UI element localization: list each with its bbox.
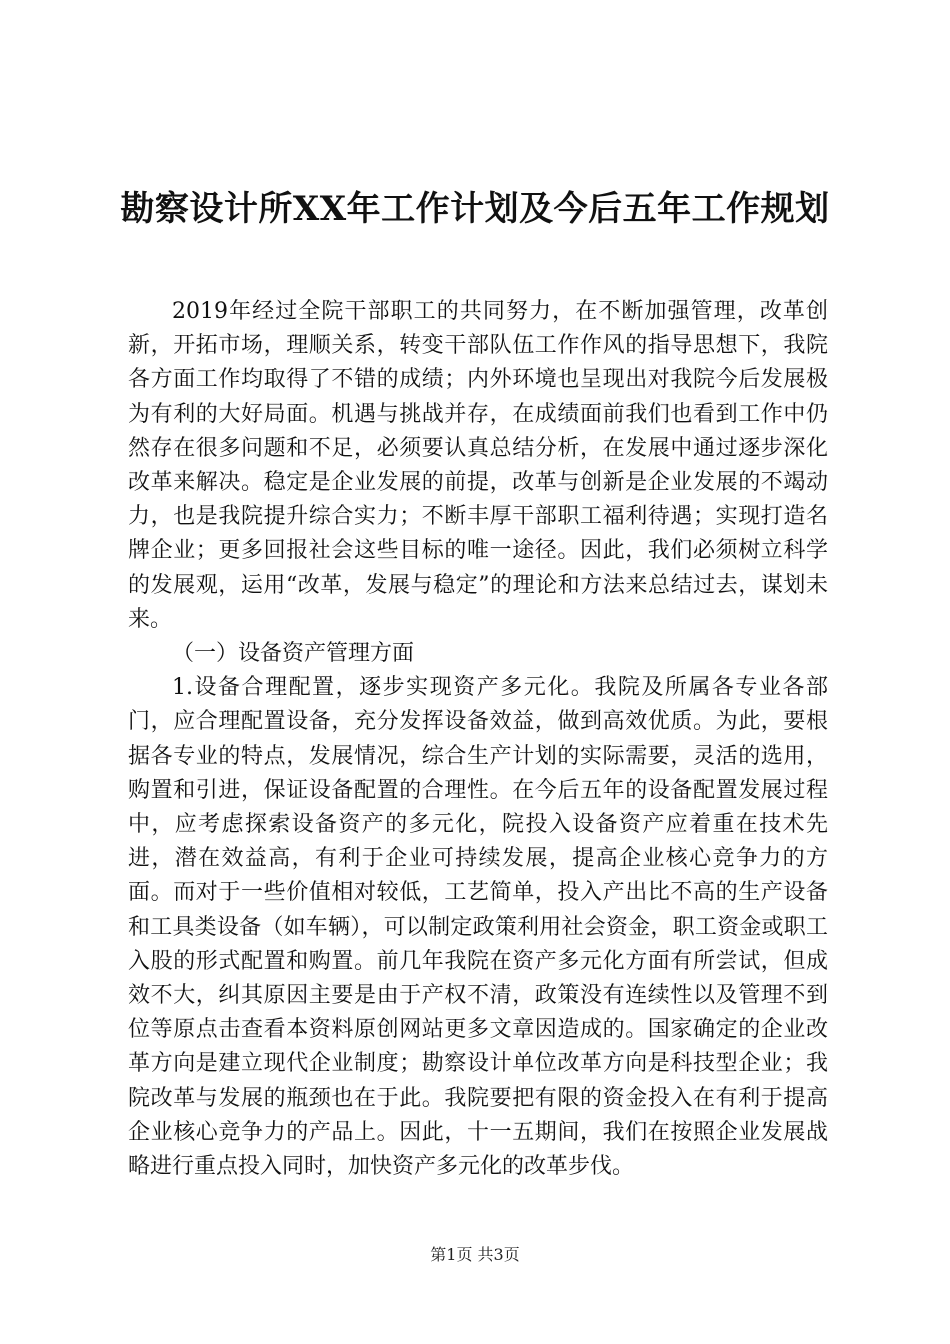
- document-body: [128, 295, 828, 1184]
- equipment-paragraph: 1.设备合理配置，逐步实现资产多元化。我院及所属各专业各部门，应合理配置设备，充分发挥设备效益，做到高效优质。为此，要根据各专业的特点，发展情况，综合生产计划的实际需要，灵活的选用，购置和引进，保证设备配置的合理性。在今后五年的设备配置发展过程中，应考虑探索设备资产的多元化，院投入设备资产应着重在技术先进，潜在效益高，有利于企业可持续发展，提高企业核心竞争力的方面。而对于一些价值相对较低，工艺简单，投入产出比不高的生产设备和工具类设备（如车辆），可以制定政策利用社会资金，职工资金或职工入股的形式配置和购置。前几年我院在资产多元化方面有所尝试，但成效不大，纠其原因主要是由于产权不清，政策没有连续性以及管理不到位等原点击查看本资料原创网站更多文章因造成的。国家确定的企业改革方向是建立现代企业制度；勘察设计单位改革方向是科技型企业；我院改革与发展的瓶颈也在于此。我院要把有限的资金投入在有利于提高企业核心竞争力的产品上。因此，十一五期间，我们在按照企业发展战略进行重点投入同时，加快资产多元化的改革步伐。: [128, 675, 828, 1180]
- section-heading: （一）设备资产管理方面: [172, 641, 415, 667]
- intro-paragraph: 2019年经过全院干部职工的共同努力，在不断加强管理，改革创新，开拓市场，理顺关系，转变干部队伍工作作风的指导思想下，我院各方面工作均取得了不错的成绩；内外环境也呈现出对我院今后发展极为有利的大好局面。机遇与挑战并存，在成绩面前我们也看到工作中仍然存在很多问题和不足，必须要认真总结分析，在发展中通过逐步深化改革来解决。稳定是企业发展的前提，改革与创新是企业发展的不竭动力，也是我院提升综合实力；不断丰厚干部职工福利待遇；实现打造名牌企业；更多回报社会这些目标的唯一途径。因此，我们必须树立科学的发展观，运用“改革，发展与稳定”的理论和方法来总结过去，谋划未来。: [128, 299, 828, 632]
- document-title: 勘察设计所XX年工作计划及今后五年工作规划: [120, 189, 830, 229]
- page-footer: 第1页 共3页: [430, 1245, 520, 1264]
